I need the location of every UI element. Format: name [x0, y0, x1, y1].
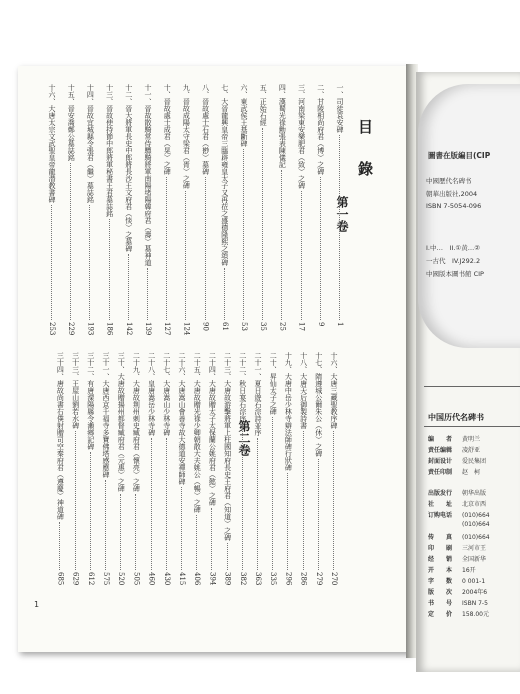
toc-entry-title: 三十四、唐故尚書右僕射贈司空秦府君（遵慶）神道碑 [56, 352, 65, 520]
credit-row [428, 543, 486, 552]
toc-leader [243, 149, 244, 320]
toc-entry-page: 253 [48, 322, 56, 336]
toc-entry-title: 十六、大唐太宗文武聖皇帝龍潜教書碑 [48, 84, 56, 203]
toc-entry-title: 二十五、大唐故贈光祿少卿朝散大夫姚公（暢）之碑 [193, 352, 202, 513]
credit-value: 158.00元 [462, 611, 489, 618]
credit-row [428, 565, 476, 574]
credit-value: (010)664 [462, 521, 490, 528]
credit-row [428, 521, 490, 528]
toc-entry-page: 335 [269, 572, 278, 586]
toc-leader [262, 128, 263, 320]
toc-entry-page: 229 [67, 322, 76, 336]
cip-line: 朝華出版社,2004 [426, 190, 478, 198]
toc-entry-page: 142 [124, 322, 133, 336]
toc-leader [211, 508, 212, 570]
page-number: 1 [34, 600, 40, 609]
credit-row [428, 499, 486, 508]
toc-entry-title: 三十、大唐故贈揚州都督臧府君（元惠）之碑 [117, 352, 126, 492]
toc-entry-page: 406 [193, 572, 202, 586]
credit-label: 编 者 [428, 436, 453, 443]
toc-entry-title: 二十八、皇唐嵩岳少林寺碑 [147, 352, 156, 436]
credit-row [428, 554, 486, 563]
toc-leader [109, 219, 110, 320]
credit-row [428, 576, 485, 585]
toc-leader [51, 205, 52, 320]
toc-leader [166, 438, 167, 570]
toc-entry-page: 685 [56, 572, 65, 586]
credit-label: 订购电话 [428, 512, 453, 519]
toc-leader [287, 473, 288, 570]
divider [424, 386, 520, 387]
credit-label: 经 销 [428, 556, 453, 563]
toc-entry-page: 61 [220, 322, 229, 331]
cip-line: 中國版本圖书館 CIP [426, 270, 484, 278]
bookmark [418, 84, 520, 348]
toc-entry-title: 十二、晉大將軍長史中郎將長沙王文府君（惔）之墓碑 [124, 84, 133, 252]
toc-entry-page: 139 [144, 322, 152, 336]
toc-leader [257, 438, 258, 570]
toc-leader [147, 268, 148, 320]
toc-entry-title: 三、河南梁東安樂肥君（致）之碑 [297, 84, 306, 189]
toc-leader [205, 177, 206, 320]
credit-row [428, 510, 490, 519]
credit-row [428, 434, 480, 443]
credit-label: 责任编辑 [428, 447, 453, 454]
toc-entry-page: 53 [240, 322, 248, 331]
toc-entry-page: 286 [299, 572, 308, 586]
toc-entry-page: 186 [105, 322, 114, 336]
toc-leader [185, 191, 186, 320]
credit-label: 传 真 [428, 534, 453, 541]
toc-entry-title: 二十七、大唐嵩山少林寺碑 [162, 352, 171, 436]
toc-entry-page: 382 [238, 572, 247, 586]
toc-entry-title: 五、正始石經 [259, 84, 268, 126]
credit-label: 字 数 [428, 578, 453, 585]
toc-leader [272, 417, 273, 570]
credit-row [428, 598, 488, 607]
toc-leader [227, 543, 228, 570]
catalog-title-2: 錄 [358, 160, 374, 178]
toc-entry-title: 十、晉故處士成君（晃）之碑 [163, 84, 172, 175]
credit-row [428, 609, 489, 618]
toc-entry-title: 三十三、王屋山劉若水碑 [71, 352, 80, 429]
toc-entry-title: 九、晉故成陽太守梁君（胥）之碑 [182, 84, 191, 189]
credit-row [428, 488, 486, 497]
toc-leader [339, 135, 340, 320]
toc-entry-title: 二十九、大唐故荆州刺史臧府君（懷亮）之碑 [132, 352, 141, 492]
credit-value: (010)664 [462, 512, 490, 519]
toc-leader [75, 431, 76, 570]
toc-entry-title: 三十二、有唐溧陽縣令瀨鄉記碑 [86, 352, 95, 450]
toc-entry-page: 389 [223, 572, 232, 586]
toc-entry-title: 十五、晉安喬鄭公墓誌銘 [67, 84, 76, 161]
toc-entry-title: 十七、隋遵城公爾朱公（休）之碑 [314, 352, 323, 457]
volume-two-heading: 第二卷 [237, 420, 251, 456]
credit-label: 封面设计 [428, 458, 453, 465]
toc-entry-page: 363 [254, 572, 262, 586]
toc-entry-page: 90 [201, 322, 210, 331]
toc-leader [151, 438, 152, 570]
toc-leader [242, 424, 243, 570]
toc-leader [281, 170, 282, 320]
credit-label: 责任印制 [428, 469, 453, 476]
cip-heading: 圖書在版編目(CIP [428, 151, 491, 160]
toc-entry-page: 460 [147, 572, 156, 586]
toc-entry-page: 127 [163, 322, 172, 336]
credit-value: 黄明兰 [462, 436, 481, 443]
credit-value: ISBN 7-5 [462, 600, 488, 607]
volume-one-heading: 第一卷 [335, 196, 349, 232]
cip-line: 中國歷代名碑书 [426, 177, 472, 185]
credit-value: 三河市王 [462, 545, 487, 552]
toc-leader [128, 254, 129, 320]
toc-entry-page: 575 [102, 572, 110, 586]
toc-leader [70, 163, 71, 320]
toc-entry-title: 一、司徒袁安碑 [336, 84, 344, 133]
toc-entry-page: 279 [314, 572, 323, 586]
credit-value: 凌舒亚 [462, 447, 481, 454]
toc-leader [59, 522, 60, 570]
credit-value: 全国新华 [462, 556, 487, 563]
toc-entry-page: 430 [162, 572, 171, 586]
credit-value: 朝华出版 [462, 490, 487, 497]
toc-entry-title: 十六、大唐三藏聖教序碑 [330, 352, 338, 429]
credit-value: 2004年6 [462, 589, 488, 596]
toc-entry-title: 二、甘陵相尚府君（博）之碑 [316, 84, 325, 175]
cip-line: ISBN 7-5054-096 [426, 202, 482, 210]
toc-entry-title: 二十二、秋日宴石淙序 [238, 352, 247, 422]
toc-entry-title: 二十三、大唐故游擊將軍上柱國知府長史王府君（知道）之碑 [223, 352, 232, 541]
toc-entry-page: 1 [336, 322, 344, 327]
toc-entry-title: 七、大晉龍興皇帝三臨辟雍皇太子又再莅之盛德隆熙之頌碑 [220, 84, 229, 266]
toc-entry-page: 193 [86, 322, 95, 336]
credit-value: 0 001-1 [462, 578, 486, 585]
toc-entry-title: 六、東武侯王基斷碑 [240, 84, 248, 147]
credit-label: 印 刷 [428, 545, 453, 552]
toc-leader [135, 494, 136, 570]
toc-leader [333, 431, 334, 570]
toc-leader [120, 494, 121, 570]
toc-leader [89, 205, 90, 320]
toc-entry-title: 二十一、夏日遊石淙詩並序 [254, 352, 262, 436]
toc-entry-page: 124 [182, 322, 191, 336]
toc-entry-page: 394 [208, 572, 217, 586]
toc-leader [196, 515, 197, 570]
toc-entry-page: 25 [278, 322, 287, 331]
toc-entry-title: 二十、昇仙太子之碑 [269, 352, 278, 415]
credit-label: 版 次 [428, 589, 453, 596]
toc-entry-title: 十一、晉故散騎常侍驃騎將軍南陽堵陽韓府君（壽）墓神道 [144, 84, 152, 266]
toc-leader [303, 431, 304, 570]
credit-value: 赵 柯 [462, 469, 481, 476]
credit-row [428, 456, 486, 465]
toc-leader [181, 487, 182, 570]
toc-entry-page: 35 [259, 322, 268, 331]
toc-entry-title: 二十四、大唐故贈太子太保蘭公姚府君（懿）之碑 [208, 352, 217, 506]
toc-entry-page: 270 [330, 572, 338, 586]
toc-entry-title: 二十六、大唐嵩山會善寺故大德道安禪師碑 [178, 352, 186, 485]
credit-row [428, 445, 480, 454]
toc-entry-title: 十三、晉故使持節中郎將軍秘書王君墓誌銘 [105, 84, 114, 217]
toc-leader [320, 177, 321, 320]
credit-label: 书 号 [428, 600, 453, 607]
toc-entry-page: 520 [117, 572, 126, 586]
credit-row [428, 467, 480, 476]
catalog-title-1: 目 [358, 118, 374, 136]
toc-entry-title: 八、晉故處士石君（尠）墓碑 [201, 84, 210, 175]
toc-entry-page: 505 [132, 572, 141, 586]
toc-entry-page: 9 [316, 322, 325, 327]
toc-leader [301, 191, 302, 320]
toc-entry-title: 三十一、大唐西京千福寺多寶佛塔感應碑 [102, 352, 110, 478]
toc-entry-page: 415 [178, 572, 186, 586]
cip-line: I.中… II.①黄…② [426, 244, 481, 252]
toc-entry-title: 十八、大唐天后御製詩書 [299, 352, 308, 429]
credit-label: 开 本 [428, 567, 453, 574]
toc-leader [90, 452, 91, 570]
toc-entry-page: 17 [297, 322, 306, 331]
credit-label: 出版发行 [428, 490, 453, 497]
credit-value: (010)664 [462, 534, 490, 541]
toc-leader [224, 268, 225, 320]
toc-entry-title: 十四、晉故宜城縣令張君（繼）墓誌銘 [86, 84, 95, 203]
credit-label: 定 价 [428, 611, 453, 618]
credit-value: 北京市西 [462, 501, 487, 508]
credit-row [428, 587, 487, 596]
credit-label: 社 址 [428, 501, 453, 508]
toc-entry-page: 296 [284, 572, 293, 586]
toc-entry-page: 629 [71, 572, 80, 586]
toc-leader [105, 480, 106, 570]
toc-entry-title: 四、漢蜀光祿勳張表陳儀記 [278, 84, 287, 168]
divider [424, 426, 520, 427]
credit-value: 爱民集团 [462, 458, 487, 465]
cip-line: 一古代 IV.J292.2 [426, 257, 481, 265]
toc-entry-title: 十九、大唐中岳少林寺辯法師碑行狀碑 [284, 352, 293, 471]
credit-value: 16开 [462, 567, 476, 574]
credit-row [428, 532, 490, 541]
toc-leader [166, 177, 167, 320]
book-title: 中国历代名碑书 [428, 412, 484, 422]
toc-leader [318, 459, 319, 570]
toc-entry-page: 612 [86, 572, 95, 586]
